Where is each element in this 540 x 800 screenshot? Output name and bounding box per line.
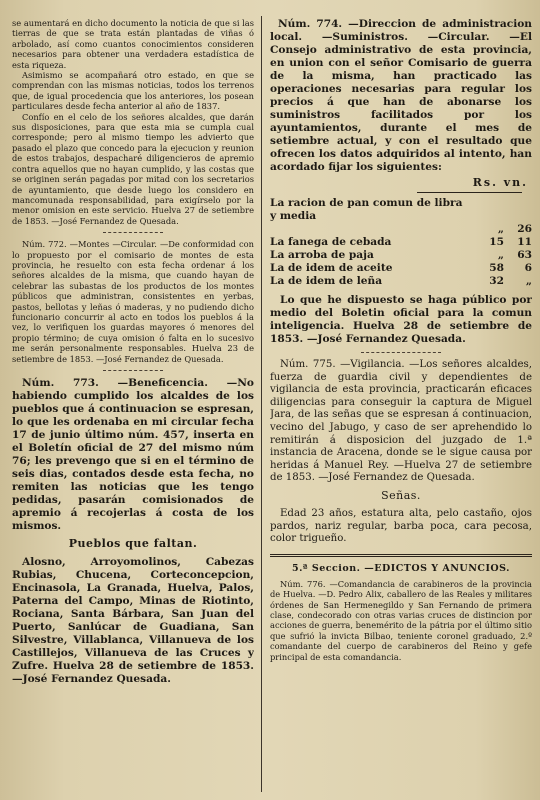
left-column <box>12 18 254 792</box>
price-maravedis: 63 <box>517 249 532 261</box>
price-item: La de idem de aceite <box>270 262 393 274</box>
paragraph-alcaldes: Confío en el celo de los señores alcaldes, que darán sus disposiciones, para que esta mia se cumpla cual corresponde; pero al mismo tiempo les advierto que pasado el plazo que concedo para la ejecucion y reunion de estos trabajos, despacharé diligencieros de apremio contra aquellos que no hayan cumplido, y las costas que se originen serán pagadas por mitad con los secretarios de ayuntamiento, que desde luego los considero en mancomunada responsabilidad, para exigírselo por la menor omision en este servicio. Huelva 27 de setiembre de 1853. —José Fernandez de Quesada. <box>12 111 254 226</box>
price-maravedis <box>504 197 532 223</box>
column-divider <box>261 16 262 792</box>
separator <box>103 370 163 371</box>
section-rule <box>270 554 532 557</box>
price-row <box>270 262 532 275</box>
price-header-rule <box>417 192 522 193</box>
price-item: La arroba de paja <box>270 249 374 261</box>
price-maravedis: „ <box>525 275 532 287</box>
notice-773-beneficencia: Núm. 773. —Beneficencia. —No habiendo cumplido los alcaldes de los pueblos que á continuacion se espresan, lo que les ordenaba en mi circular fecha 17 de junio último núm. 457, inserta en el Boletín oficial de 27 del mismo núm 76; les prevengo que si en el término de seis dias, contados desde esta fecha, no remiten las noticias que les tengo pedidas, pasarán comisionados de apremio á recojerlas á costa de los mismos. <box>12 377 254 532</box>
price-row <box>270 197 532 223</box>
price-row <box>270 249 532 262</box>
paragraph-terrenos: Asimismo se acompañará otro estado, en que se comprendan con las mismas noticias, todos los terrenos que, de igual procedencia que los anteriores, los posean particulares desde fecha anterior al año de 1837. <box>12 70 254 112</box>
price-reales: 58 <box>489 262 504 274</box>
price-reales: 15 <box>489 236 504 248</box>
price-reales: 32 <box>489 275 504 287</box>
price-row <box>270 223 532 236</box>
price-maravedis: 6 <box>524 262 532 274</box>
notice-774-suministros: Núm. 774. —Direccion de administracion local. —Suministros. —Circular. —El Consejo administrativo de esta provincia, en union con el señor Comisario de guerra de la misma, han practicado las operaciones necesarias para regular los precios á que han de abonarse los suministros facilitados por los ayuntamientos, durante el mes de setiembre actual, y con el resultado que ofrecen los datos adquiridos al intento, han acordado fijar los siguientes: <box>270 18 532 173</box>
notice-776-carabineros: Núm. 776. —Comandancia de carabineros de la provincia de Huelva. —D. Pedro Alix, caballero de las Reales y militares órdenes de San Hermenegildo y San Fernando de primera clase, condecorado con otras varias cruces de distincion por acciones de guerra, benemérito de la pátria por el último sitio que sufrió la invicta Bilbao, teniente coronel graduado, 2.º comandante del cuerpo de carabineros del Reino y gefe principal de esta comandancia. <box>270 578 532 662</box>
pueblos-heading: Pueblos que faltan. <box>68 537 198 550</box>
price-reales: „ <box>497 249 504 261</box>
price-maravedis: 26 <box>517 223 532 235</box>
right-column <box>270 18 532 792</box>
price-row <box>270 275 532 288</box>
price-note: Lo que he dispuesto se haga público por medio del Boletin oficial para la comun inteligencia. Huelva 28 de setiembre de 1853. —José Fernandez Quesada. <box>270 294 532 345</box>
price-item: La fanega de cebada <box>270 236 392 248</box>
section-heading: 5.ª Seccion. —EDICTOS Y ANUNCIOS. <box>291 562 510 574</box>
price-item <box>270 223 468 236</box>
separator <box>361 352 441 353</box>
price-column-header: Rs. vn. <box>472 176 528 189</box>
pueblos-list: Alosno, Arroyomolinos, Cabezas Rubias, Chucena, Corteconcepcion, Encinasola, La Granada, Huelva, Palos, Paterna del Campo, Minas de Riotinto, Rociana, Santa Bárbara, San Juan del Puerto, Sanlúcar de Guadiana, San Silvestre, Villablanca, Villanueva de los Castillejos, Villanueva de las Cruces y Zufre. Huelva 28 de setiembre de 1853. —José Fernandez Quesada. <box>12 556 254 685</box>
price-item: La de idem de leña <box>270 275 383 287</box>
price-table <box>270 197 532 288</box>
notice-772-montes: Núm. 772. —Montes —Circular. —De conformidad con lo propuesto por el comisario de montes de esta provincia, he resuelto con esta fecha ordenar á los señores alcaldes de la misma, que cuando hayan de celebrar las subastas de los productos de los montes públicos que administran, consistentes en yerbas, pastos, bellotas y leñas ó maderas, y no pudiendo dicho funcionario concurrir al acto en todos los pueblos á la vez, lo verifiquen los guardas mayores ó menores del propio término; de cuya omision ó falta en lo sucesivo me serán personalmente responsables. Huelva 23 de setiembre de 1853. —José Fernandez de Quesada. <box>12 239 254 364</box>
notice-775-vigilancia: Núm. 775. —Vigilancia. —Los señores alcaldes, fuerza de guardia civil y dependientes de vigilancia de esta provincia, practicarán eficaces diligencias para conseguir la captura de Miguel Jara, de las señas que se espresan á continuacion, vecino del Jabugo, y caso de ser aprehendido lo remitirán á disposicion del juzgado de 1.ª instancia de Aracena, donde se le sigue causa por heridas á Manuel Rey. —Huelva 27 de setiembre de 1853. —José Fernandez de Quesada. <box>270 359 532 484</box>
senas-description: Edad 23 años, estatura alta, pelo castaño, ojos pardos, nariz regular, barba poca, cara pecosa, color trigueño. <box>270 507 532 545</box>
senas-heading: Señas. <box>381 488 421 502</box>
price-reales <box>468 197 504 223</box>
continuation-paragraph: se aumentará en dicho documento la noticia de que si las tierras de que se trata están plantadas de viñas ó arbolado, así como cuantos conocimientos consideren necesarios para obtener una verdadera estadística de esta riqueza. <box>12 18 254 70</box>
price-item: La racion de pan comun de libra y media <box>270 197 463 222</box>
price-row <box>270 236 532 249</box>
separator <box>103 232 163 233</box>
price-maravedis: 11 <box>517 236 532 248</box>
price-reales: „ <box>497 223 504 235</box>
